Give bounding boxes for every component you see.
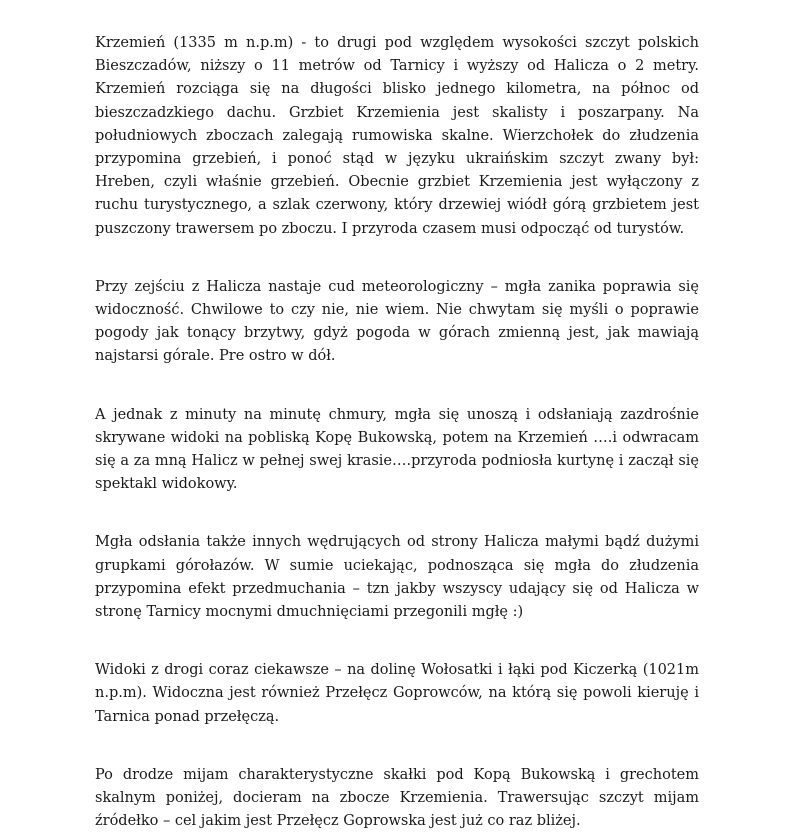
paragraph-krzemien-traverse: Po drodze mijam charakterystyczne skałki pod Kopą Bukowską i grechotem skalnym poniżej, docieram na zbocze Krzemienia. Trawersując szczyt mijam źródełko – cel jakim jest Przełęcz Goprowska jest już co raz bliżej. (95, 766, 699, 830)
paragraph-krzemien-description: Krzemień (1335 m n.p.m) - to drugi pod względem wysokości szczyt polskich Bieszczadów, niższy o 11 metrów od Tarnicy i wyższy od Halicza o 2 metry. Krzemień rozciąga się na długości blisko jednego kilometra, na północ od bieszczadzkiego dachu. Grzbiet Krzemienia jest skalisty i poszarpany. Na południowych zboczach zalegają rumowiska skalne. Wierzchołek do złudzenia przypomina grzebień, i ponoć stąd w języku ukraińskim szczyt zwany był: Hreben, czyli właśnie grzebień. Obecnie grzbiet Krzemienia jest wyłączony z ruchu turystycznego, a szlak czerwony, który drzewiej wiódł górą grzbietem jest puszczony trawersem po zboczu. I przyroda czasem musi odpocząć od turystów. (95, 35, 699, 237)
paragraph-halicz-descent: Przy zejściu z Halicza nastaje cud meteorologiczny – mgła zanika poprawia się widoczność. Chwilowe to czy nie, nie wiem. Nie chwytam się myśli o poprawie pogody jak tonący brzytwy, gdyż pogoda w górach zmienną jest, jak mawiają najstarsi górale. Pre ostro w dół. (95, 278, 699, 365)
paragraph-road-views: Widoki z drogi coraz ciekawsze – na dolinę Wołosatki i łąki pod Kiczerką (1021m n.p.m). Widoczna jest również Przełęcz Goprowców, na którą się powoli kieruję i Tarnica ponad przełęczą. (95, 662, 699, 725)
paragraph-clouds-lifting: A jednak z minuty na minutę chmury, mgła się unoszą i odsłaniają zazdrośnie skrywane widoki na pobliską Kopę Bukowską, potem na Krzemień ….i odwracam się a za mną Halicz w pełnej swej krasie….przyroda podniosła kurtynę i zaczął się spektakl widokowy. (95, 406, 699, 493)
document-page (95, 32, 699, 833)
paragraph-fog-hikers: Mgła odsłania także innych wędrujących od strony Halicza małymi bądź dużymi grupkami górołazów. W sumie uciekając, podnosząca się mgła do złudzenia przypomina efekt przedmuchania – tzn jakby wszyscy udający się od Halicza w stronę Tarnicy mocnymi dmuchnięciami przegonili mgłę :) (95, 534, 699, 621)
